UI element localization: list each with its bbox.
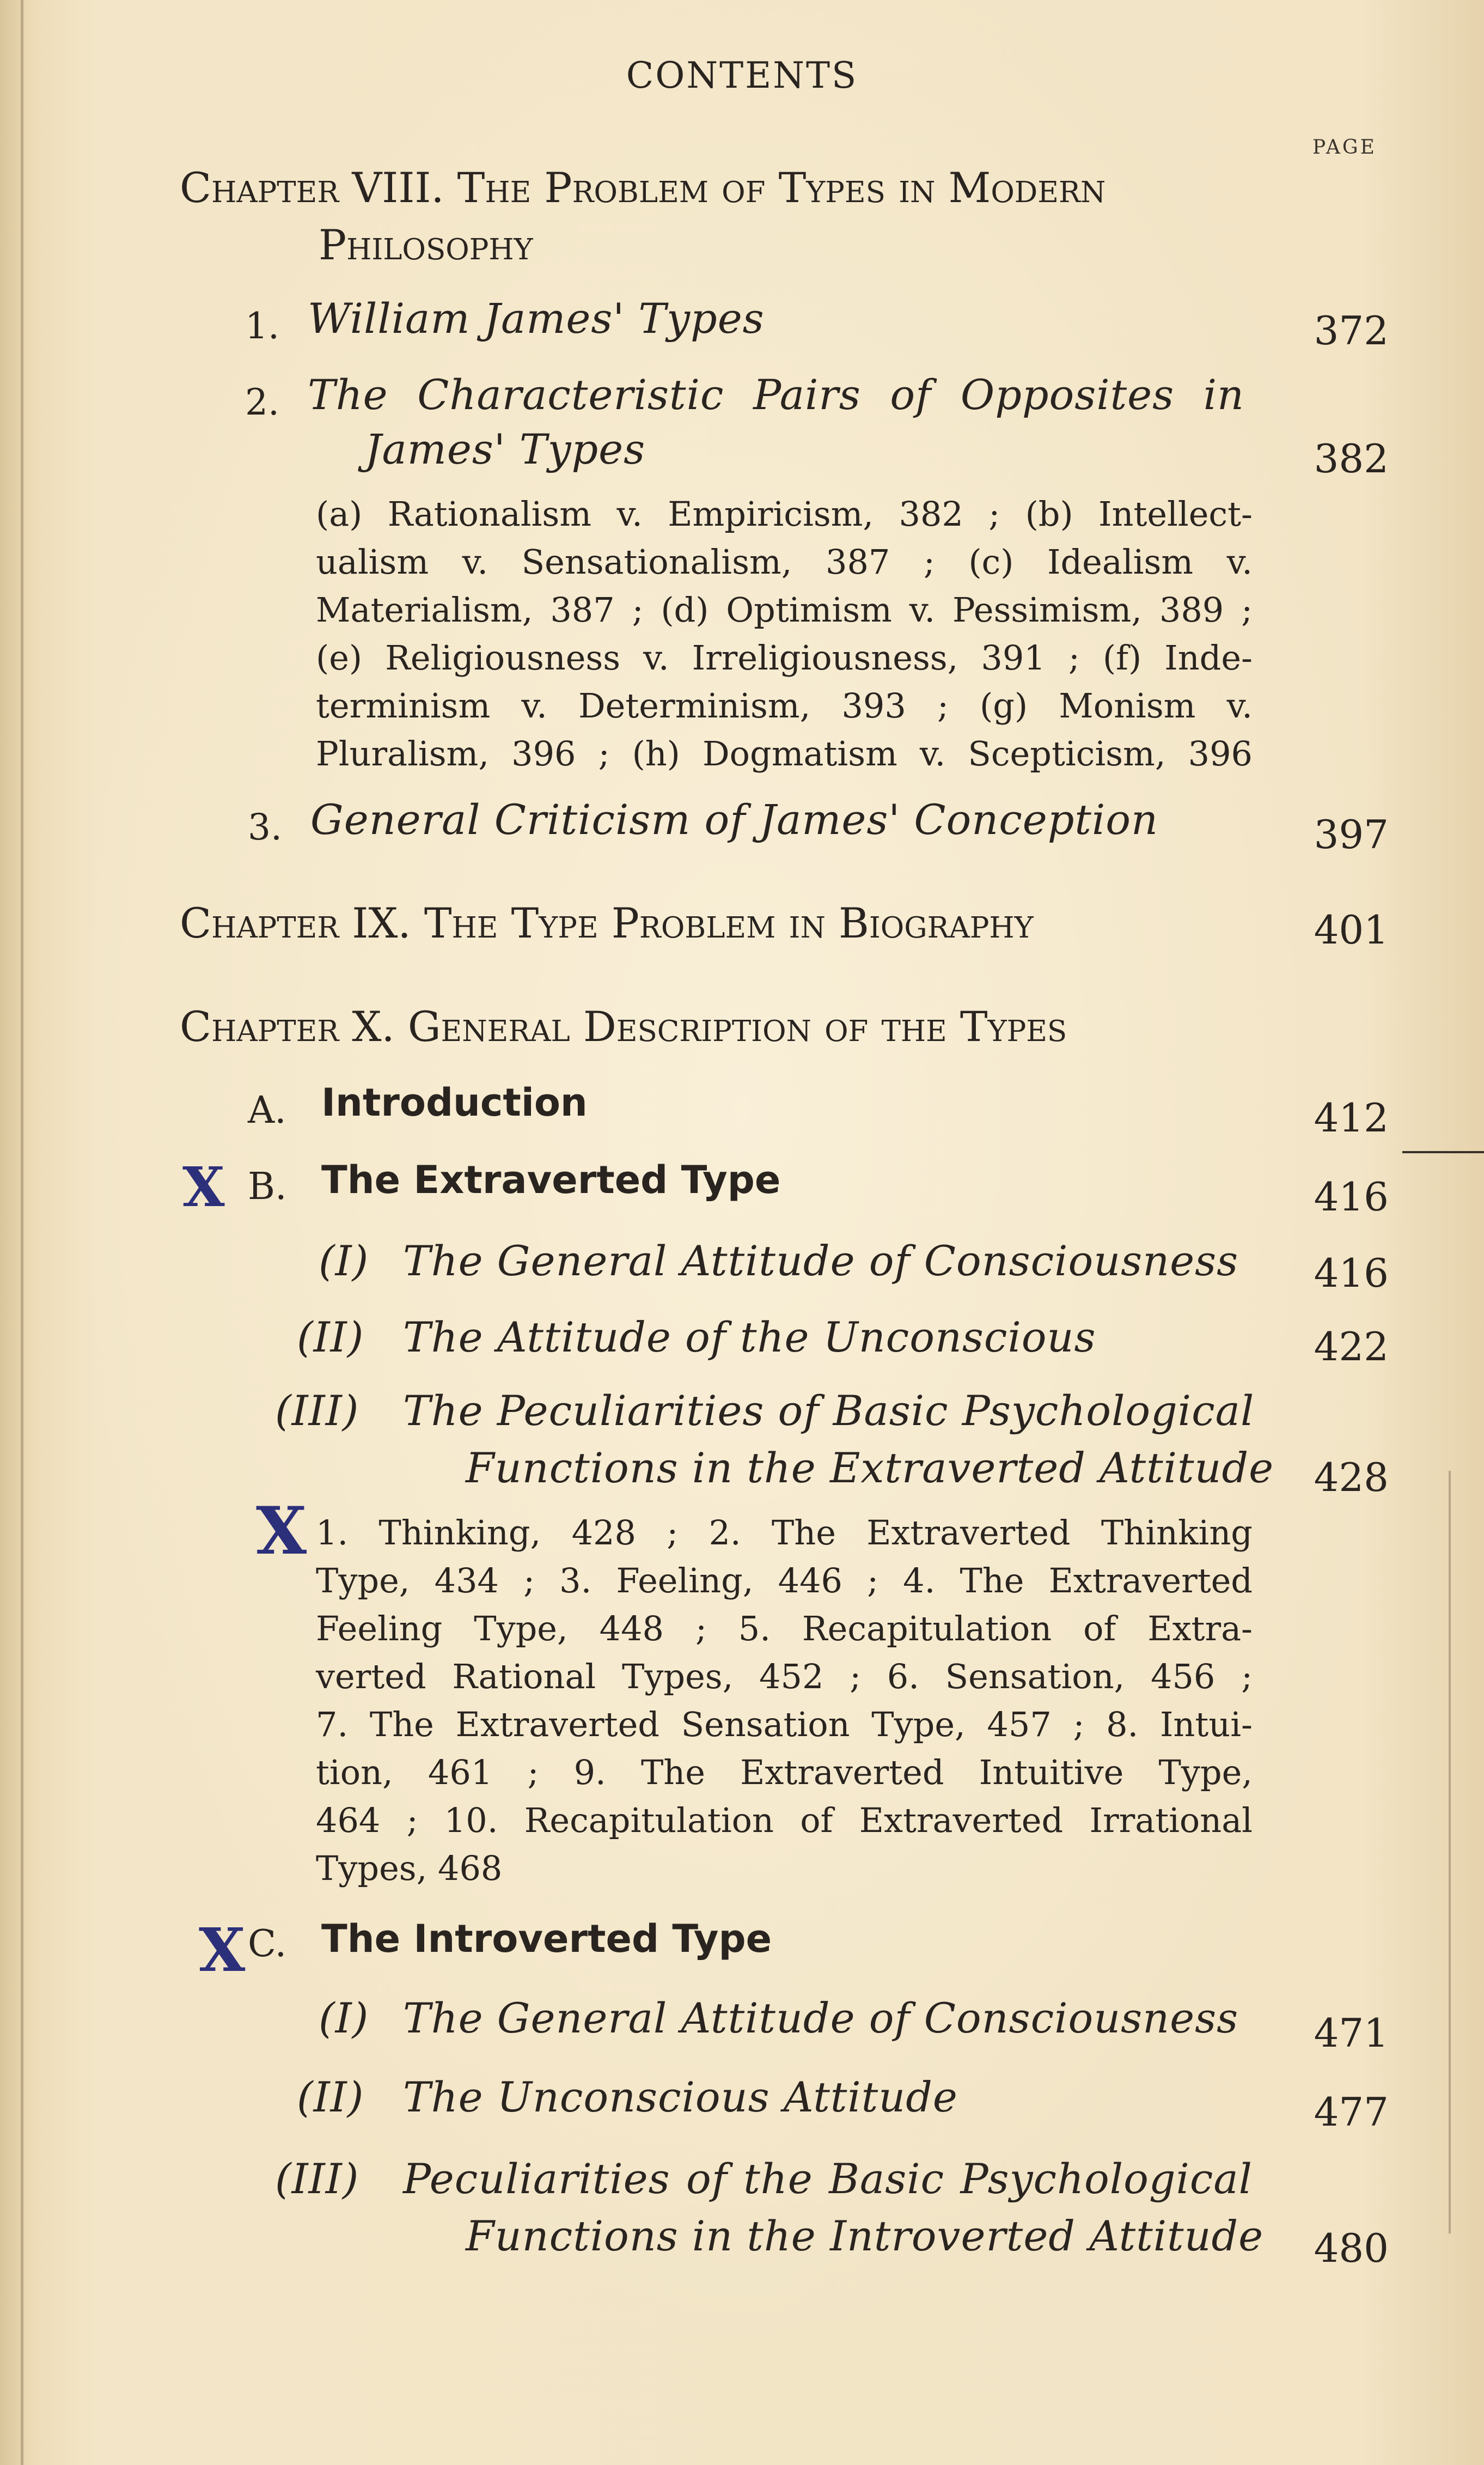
page-number: 477: [1314, 2089, 1389, 2135]
section-title[interactable]: General Criticism of James' Conception: [310, 795, 1158, 844]
subsection-text-line: 7. The Extraverted Sensation Type, 457 ; 8. Intui-: [316, 1705, 1253, 1744]
subsection-number: (II): [297, 2073, 364, 2121]
page-number: 382: [1314, 436, 1389, 482]
page-number: 428: [1314, 1454, 1389, 1500]
page-number: 480: [1314, 2225, 1389, 2271]
subsection-text-line: Types, 468: [316, 1848, 503, 1888]
page-number: 397: [1314, 812, 1389, 857]
subsection-text-line: Pluralism, 396 ; (h) Dogmatism v. Scepticism, 396: [316, 734, 1253, 774]
page-column-label: PAGE: [1312, 136, 1377, 159]
binding-edge: [21, 0, 23, 2465]
subsection-title[interactable]: Peculiarities of the Basic Psychological: [403, 2154, 1253, 2203]
part-title[interactable]: The Extraverted Type: [321, 1158, 781, 1202]
subsection-title-cont[interactable]: Functions in the Introverted Attitude: [466, 2212, 1264, 2260]
subsection-title[interactable]: The General Attitude of Consciousness: [403, 1994, 1239, 2042]
chapter-8-heading-cont: Philosophy: [319, 221, 533, 269]
subsection-text-line: 464 ; 10. Recapitulation of Extraverted Irrational: [316, 1800, 1253, 1840]
subsection-text-line: ualism v. Sensationalism, 387 ; (c) Idealism v.: [316, 542, 1253, 582]
subsection-text-line: terminism v. Determinism, 393 ; (g) Monism v.: [316, 686, 1253, 726]
section-number: 2.: [245, 381, 279, 423]
page-number: 372: [1314, 308, 1389, 354]
subsection-text-line: tion, 461 ; 9. The Extraverted Intuitive Type,: [316, 1752, 1253, 1792]
subsection-text-line: (e) Religiousness v. Irreligiousness, 391 ; (f) Inde-: [316, 638, 1253, 678]
subsection-title[interactable]: The Peculiarities of Basic Psychological: [403, 1386, 1255, 1435]
section-title-cont[interactable]: James' Types: [365, 425, 646, 473]
annotation-x-mark: X: [199, 1915, 246, 1985]
section-number: 3.: [248, 806, 282, 848]
page-edge-line: [1449, 1471, 1451, 2233]
part-title[interactable]: The Introverted Type: [321, 1916, 772, 1961]
page-number: 401: [1314, 907, 1389, 953]
subsection-text-line: Materialism, 387 ; (d) Optimism v. Pessimism, 389 ;: [316, 590, 1253, 630]
annotation-x-mark: X: [256, 1493, 307, 1569]
subsection-text-line: 1. Thinking, 428 ; 2. The Extraverted Thinking: [316, 1513, 1253, 1553]
subsection-number: (III): [275, 2154, 359, 2203]
page-number: 471: [1314, 2010, 1389, 2056]
page-number: 422: [1314, 1324, 1389, 1370]
page-title: CONTENTS: [626, 54, 858, 96]
subsection-text-line: (a) Rationalism v. Empiricism, 382 ; (b) Intellect-: [316, 494, 1253, 534]
page-number: 412: [1314, 1095, 1389, 1141]
part-label: B.: [248, 1165, 287, 1208]
subsection-number: (II): [297, 1313, 364, 1361]
section-title[interactable]: The Characteristic Pairs of Opposites in: [308, 370, 1244, 419]
subsection-title[interactable]: The Attitude of the Unconscious: [403, 1313, 1096, 1361]
subsection-title-cont[interactable]: Functions in the Extraverted Attitude: [466, 1444, 1274, 1492]
part-label: C.: [248, 1922, 287, 1965]
subsection-number: (III): [275, 1386, 359, 1435]
chapter-8-heading: Chapter VIII. The Problem of Types in Modern: [180, 163, 1106, 212]
chapter-10-heading: Chapter X. General Description of the Types: [180, 1002, 1067, 1051]
ink-underline: [1402, 1151, 1484, 1153]
chapter-9-heading[interactable]: Chapter IX. The Type Problem in Biography: [180, 899, 1034, 947]
subsection-title[interactable]: The Unconscious Attitude: [403, 2073, 958, 2121]
subsection-number: (I): [319, 1237, 369, 1285]
section-number: 1.: [245, 305, 279, 347]
section-title[interactable]: William James' Types: [308, 294, 765, 343]
annotation-x-mark: X: [182, 1155, 225, 1219]
subsection-text-line: Type, 434 ; 3. Feeling, 446 ; 4. The Extraverted: [316, 1561, 1253, 1600]
part-label: A.: [248, 1089, 286, 1132]
page-number: 416: [1314, 1250, 1389, 1296]
subsection-number: (I): [319, 1994, 369, 2042]
part-title[interactable]: Introduction: [321, 1080, 588, 1125]
subsection-title[interactable]: The General Attitude of Consciousness: [403, 1237, 1239, 1285]
subsection-text-line: verted Rational Types, 452 ; 6. Sensation, 456 ;: [316, 1657, 1253, 1696]
subsection-text-line: Feeling Type, 448 ; 5. Recapitulation of Extra-: [316, 1609, 1253, 1648]
page-number: 416: [1314, 1174, 1389, 1220]
